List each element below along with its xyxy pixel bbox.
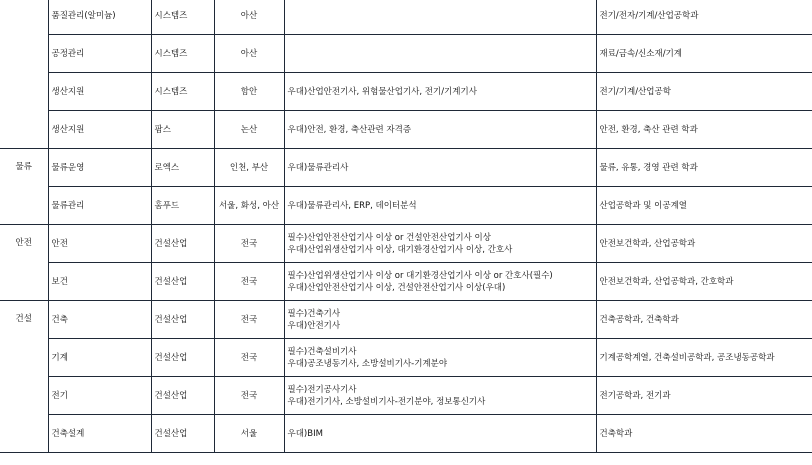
- qualification-cell: 필수)산업안전산업기사 이상 or 건설안전산업기사 이상 우대)산업위생산업기사 이상, 대기환경산업기사 이상, 간호사: [284, 225, 596, 263]
- qualification-cell: [284, 35, 596, 73]
- company-cell: 건설산업: [151, 225, 214, 263]
- table-row: [0, 111, 812, 149]
- job-cell: 보건: [48, 263, 151, 301]
- qualification-cell: 필수)산업위생산업기사 이상 or 대기환경산업기사 이상 or 간호사(필수) 우대)산업안전산업기사 이상, 건설안전산업기사 이상(우대): [284, 263, 596, 301]
- company-cell: 시스템즈: [151, 0, 214, 35]
- qualification-cell: 필수)건축설비기사 우대)공조냉동기사, 소방설비기사-기계분야: [284, 339, 596, 377]
- qualification-cell: [284, 0, 596, 35]
- company-cell: 건설산업: [151, 339, 214, 377]
- group-cell-production: [0, 0, 48, 149]
- major-cell: 건축공학과, 건축학과: [596, 301, 812, 339]
- job-cell: 전기: [48, 377, 151, 415]
- location-cell: 서울, 화성, 아산: [214, 187, 284, 225]
- location-cell: 전국: [214, 263, 284, 301]
- group-cell-logistics: 물류: [0, 149, 48, 225]
- major-cell: 안전보건학과, 산업공학과: [596, 225, 812, 263]
- location-cell: 아산: [214, 35, 284, 73]
- job-cell: 생산지원: [48, 73, 151, 111]
- job-cell: 건축설계: [48, 415, 151, 453]
- company-cell: 건설산업: [151, 301, 214, 339]
- table-row: [0, 263, 812, 301]
- qualification-cell: 필수)건축기사 우대)안전기사: [284, 301, 596, 339]
- company-cell: 건설산업: [151, 263, 214, 301]
- company-cell: 시스템즈: [151, 73, 214, 111]
- location-cell: 논산: [214, 111, 284, 149]
- qualification-cell: 우대)산업안전기사, 위험물산업기사, 전기/기계기사: [284, 73, 596, 111]
- qualification-cell: 필수)전기공사기사 우대)전기기사, 소방설비기사-전기분야, 정보통신기사: [284, 377, 596, 415]
- qualification-cell: 우대)안전, 환경, 축산관련 자격증: [284, 111, 596, 149]
- location-cell: 전국: [214, 339, 284, 377]
- table-row: [0, 73, 812, 111]
- major-cell: 재료/금속/신소재/기계: [596, 35, 812, 73]
- major-cell: 기계공학계열, 건축설비공학과, 공조냉동공학과: [596, 339, 812, 377]
- major-cell: 안전보건학과, 산업공학과, 간호학과: [596, 263, 812, 301]
- major-cell: 물류, 유통, 경영 관련 학과: [596, 149, 812, 187]
- qualification-cell: 우대)물류관리사: [284, 149, 596, 187]
- major-cell: 전기/기계/산업공학: [596, 73, 812, 111]
- company-cell: 건설산업: [151, 415, 214, 453]
- company-cell: 시스템즈: [151, 35, 214, 73]
- table-row: [0, 301, 812, 339]
- table-row: [0, 339, 812, 377]
- major-cell: 전기공학과, 전기과: [596, 377, 812, 415]
- group-cell-safety: 안전: [0, 225, 48, 301]
- job-cell: 물류운영: [48, 149, 151, 187]
- table-row: [0, 149, 812, 187]
- job-cell: 생산지원: [48, 111, 151, 149]
- location-cell: 전국: [214, 377, 284, 415]
- company-cell: 홈푸드: [151, 187, 214, 225]
- job-cell: 안전: [48, 225, 151, 263]
- location-cell: 전국: [214, 301, 284, 339]
- company-cell: 팜스: [151, 111, 214, 149]
- table-row: [0, 0, 812, 35]
- table-row: [0, 225, 812, 263]
- job-cell: 건축: [48, 301, 151, 339]
- group-cell-construction: 건설: [0, 301, 48, 453]
- job-cell: 품질관리(알미늄): [48, 0, 151, 35]
- job-cell: 물류관리: [48, 187, 151, 225]
- major-cell: 건축학과: [596, 415, 812, 453]
- company-cell: 로엑스: [151, 149, 214, 187]
- location-cell: 함안: [214, 73, 284, 111]
- location-cell: 전국: [214, 225, 284, 263]
- job-cell: 기계: [48, 339, 151, 377]
- table-row: [0, 35, 812, 73]
- table-row: [0, 187, 812, 225]
- location-cell: 서울: [214, 415, 284, 453]
- qualification-cell: 우대)물류관리사, ERP, 데이터분석: [284, 187, 596, 225]
- location-cell: 아산: [214, 0, 284, 35]
- job-cell: 공정관리: [48, 35, 151, 73]
- table-row: [0, 415, 812, 453]
- qualification-cell: 우대)BIM: [284, 415, 596, 453]
- table-row: [0, 377, 812, 415]
- major-cell: 안전, 환경, 축산 관련 학과: [596, 111, 812, 149]
- location-cell: 인천, 부산: [214, 149, 284, 187]
- major-cell: 전기/전자/기계/산업공학과: [596, 0, 812, 35]
- company-cell: 건설산업: [151, 377, 214, 415]
- major-cell: 산업공학과 및 이공계열: [596, 187, 812, 225]
